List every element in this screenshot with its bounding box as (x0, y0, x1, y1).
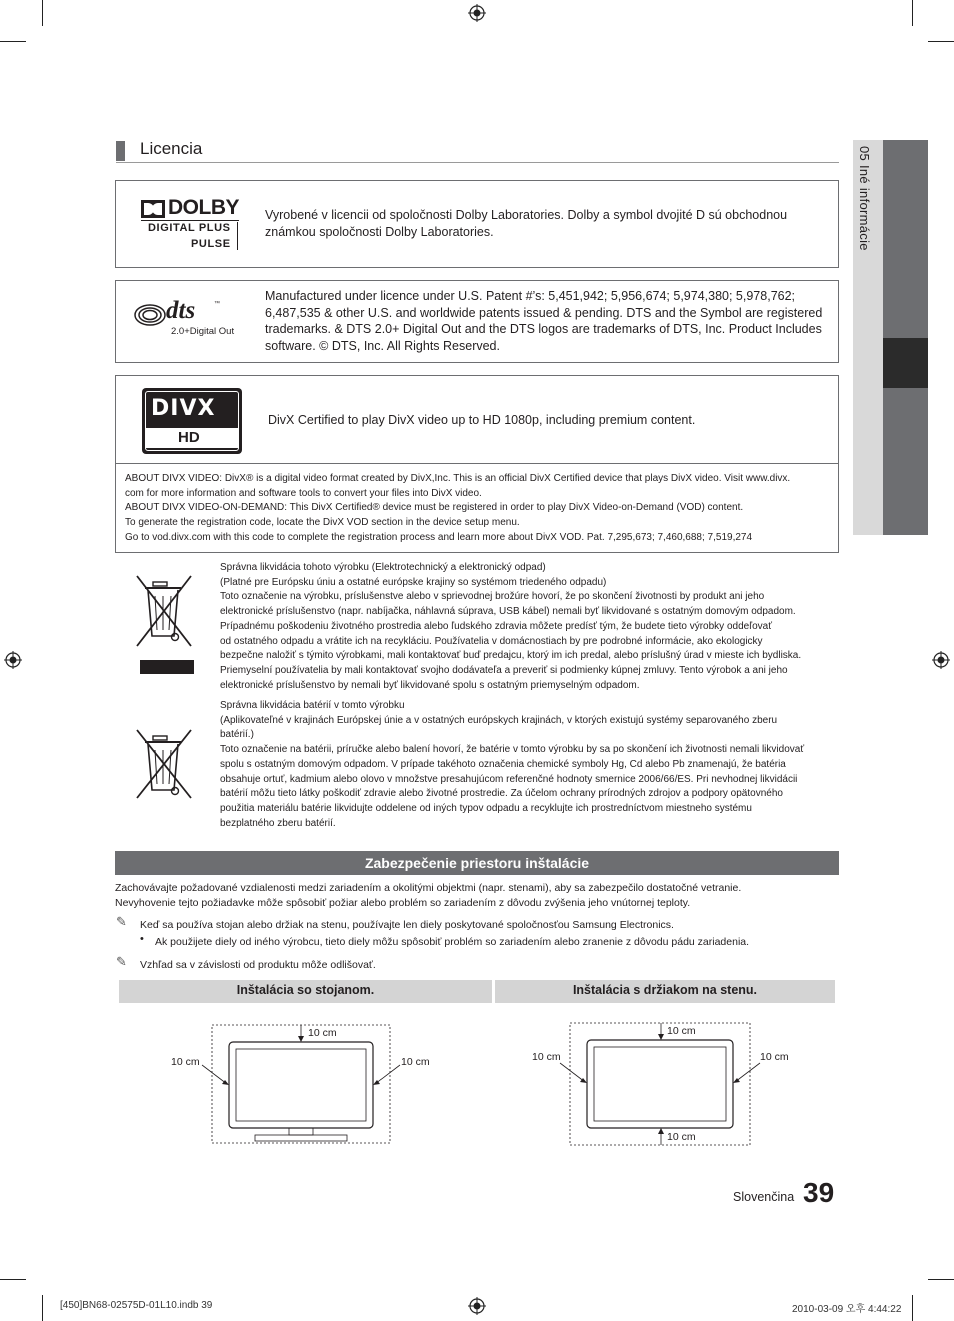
dim-label-bottom-wall: 10 cm (667, 1131, 696, 1143)
divx-license-box (115, 375, 839, 553)
section-divider (116, 162, 839, 163)
divx-license-text: DivX Certified to play DivX video up to HD 1080p, including premium content. (268, 413, 696, 427)
weee-line: Prípadnému poškodeniu životného prostredia alebo ľudského zdravia môžete predísť tým, že budete tieto výrobky oddeľovať (220, 620, 772, 632)
crop-mark (912, 0, 913, 26)
wall-installation-diagram (530, 1018, 800, 1150)
dolby-license-text: Vyrobené v licencii od spoločnosti Dolby Laboratories. Dolby a symbol dvojité D sú obchodnou známkou spoločnosti Dolby Laboratories. (265, 208, 788, 239)
note-icon: ✎ (116, 955, 127, 970)
divx-divider (116, 463, 838, 464)
footer-timestamp: 2010-03-09 오후 4:44:22 (792, 1304, 902, 1315)
page-number: 39 (803, 1177, 835, 1208)
dolby-logo-line (141, 220, 239, 221)
battery-line: obsahuje ortuť, kadmium alebo olovo v množstve presahujúcom referenčné hodnoty smernice 2006/66/ES. Pri nevhodnej likvidácii (220, 773, 798, 785)
divx-logo (142, 388, 242, 454)
battery-line: Toto označenie na batérii, príručke alebo balení hovorí, že batérie v tomto výrobku by sa po skončení ich životnosti nemali likvidovať (220, 744, 805, 756)
dolby-logo-sub2: PULSE (191, 238, 231, 250)
footer-file-info: [450]BN68-02575D-01L10.indb 39 (60, 1300, 213, 1311)
divx-about-line: ABOUT DIVX VIDEO: DivX® is a digital video format created by DivX,Inc. This is an official DivX Certified device that plays DivX video. Visit www.divx. (125, 473, 791, 484)
install-note-2: Vzhľad sa v závislosti od produktu môže odlišovať. (140, 959, 376, 971)
battery-line: použitia materiálu batérie likvidujte oddelene od iných typov odpadu a recyklujte ich prostredníctvom miestneho systému (220, 802, 752, 814)
dolby-double-d-icon (141, 200, 165, 218)
stand-installation-diagram (165, 1020, 445, 1150)
divx-about-line: com for more information and software tools to convert your files into DivX video. (125, 487, 482, 499)
weee-title: Správna likvidácia tohoto výrobku (Elektrotechnický a elektronický odpad) (220, 562, 546, 573)
weee-line: Toto označenie na výrobku, príslušenstve alebo v sprievodnej brožúre hovorí, že po skončení životnosti by produkt ani jeho (220, 591, 765, 603)
crop-mark (928, 41, 954, 42)
dts-logo-text: dts (166, 297, 196, 324)
dolby-logo (141, 198, 243, 252)
crop-mark (0, 1279, 26, 1280)
dts-logo (134, 297, 244, 343)
install-wall-header: Inštalácia s držiakom na stenu. (495, 980, 835, 1003)
weee-line: Priemyselní používatelia by mali kontaktovať svojho dodávateľa a preveriť si podmienky kúpnej zmluvy. Tento výrobok a ani jeho (220, 664, 788, 676)
install-bullet-1: Ak použijete diely od iného výrobcu, tieto diely môžu spôsobiť problém so zariadením alebo zranenie z dôvodu pádu zariadenia. (155, 936, 750, 948)
dts-license-text: Manufactured under licence under U.S. Patent #’s: 5,451,942; 5,956,674; 5,974,380; 5,978,762; 6,487,535 & other U.S. and worldwide patents issued & pending. DTS and the Symbol are registered trademarks. & DTS 2.0+ Digital Out and the DTS logos are trademarks of DTS, Inc. Product Includes software. © DTS, Inc. All Rights Reserved. (265, 289, 823, 353)
weee-black-bar (140, 660, 194, 674)
install-note-1: Keď sa používa stojan alebo držiak na stenu, používajte len diely poskytované spoločnosťou Samsung Electronics. (140, 919, 674, 931)
crop-mark (42, 1295, 43, 1321)
battery-line: spolu s ostatným domovým odpadom. V prípade takéhoto označenia chemické symboly Hg, Cd alebo Pb znamenajú, že batéria (220, 758, 786, 770)
dim-label-left-wall: 10 cm (532, 1051, 561, 1063)
install-stand-header: Inštalácia so stojanom. (119, 980, 492, 1003)
note-icon: ✎ (116, 915, 127, 930)
side-tab-strip (883, 388, 928, 535)
divx-logo-hd: HD (178, 429, 200, 446)
section-marker (116, 141, 125, 161)
dim-label-right-stand: 10 cm (401, 1056, 430, 1068)
divx-about-line: Go to vod.divx.com with this code to complete the registration process and learn more about DivX VOD. Pat. 7,295,673; 7,460,688; 7,519,274 (125, 531, 753, 543)
weee-line: elektronické príslušenstvo by nemali byť likvidované spolu s ostatným priemyselným odpadom. (220, 679, 640, 691)
weee-line: (Platné pre Európsku úniu a ostatné európske krajiny so systémom triedeného odpadu) (220, 576, 607, 588)
crop-mark (0, 41, 26, 42)
weee-line: od ostatného odpadu a vrátite ich na recykláciu. Používatelia v domácnostiach by pre podrobné informácie, ako ekologicky (220, 635, 763, 647)
dts-trademark: ™ (214, 301, 220, 307)
crop-mark (912, 1295, 913, 1321)
crossed-battery-bin-icon (133, 728, 197, 802)
install-section-title: Zabezpečenie priestoru inštalácie (115, 851, 839, 875)
battery-line: (Aplikovateľné v krajinách Európskej únie a v ostatných európskych krajinách, v ktorých existujú systémy separovaného zberu (220, 714, 778, 726)
side-tab-label: 05 Iné informácie (857, 146, 872, 251)
battery-title: Správna likvidácia batérií v tomto výrobku (220, 700, 405, 711)
registration-mark-icon (468, 4, 486, 22)
dolby-logo-sub1: DIGITAL PLUS (148, 222, 231, 234)
install-intro-line: Zachovávajte požadované vzdialenosti medzi zariadením a okolitými objektmi (napr. stenami), aby sa zabezpečilo dostatočné vetranie. (115, 882, 742, 894)
crossed-wheelie-bin-icon (133, 574, 197, 650)
dolby-logo-text: DOLBY (168, 196, 239, 219)
install-intro (115, 881, 839, 911)
battery-text (220, 699, 840, 831)
registration-mark-icon (4, 651, 22, 669)
divx-about (125, 472, 830, 546)
dim-label-left-stand: 10 cm (171, 1056, 200, 1068)
dts-logo-sub: 2.0+Digital Out (171, 326, 235, 337)
section-title: Licencia (140, 139, 203, 158)
weee-line: bezpečne naložiť s týmito výrobkami, mali kontaktovať buď predajcu, ktorý im ich predal, alebo príslušný úrad v mieste ich bydliska. (220, 650, 802, 662)
weee-line: elektronické príslušenstvo (napr. nabíjačka, náhlavná súprava, USB kábel) nemali byť likvidované s ostatným domovým odpadom. (220, 606, 796, 618)
registration-mark-icon (468, 1297, 486, 1315)
install-intro-line: Nevyhovenie tejto požiadavke môže spôsobiť požiar alebo problém so zariadením z dôvodu zvýšenia jeho vnútornej teploty. (115, 897, 691, 909)
registration-mark-icon (932, 651, 950, 669)
divx-about-line: To generate the registration code, locate the DivX VOD section in the device setup menu. (125, 517, 520, 529)
divx-logo-text: DIVX (151, 396, 216, 421)
battery-line: batérií.) (220, 729, 254, 741)
crop-mark (42, 0, 43, 26)
battery-line: bezplatného zberu batérií. (220, 817, 336, 829)
dolby-license-box (115, 180, 839, 268)
battery-line: batérií môžu tieto látky poškodiť zdravie alebo životné prostredie. Za účelom ochrany prírodných zdrojov a podpory opätovného (220, 788, 783, 800)
weee-text (220, 561, 840, 693)
bullet-icon: • (140, 933, 144, 945)
dim-label-top-wall: 10 cm (667, 1025, 696, 1037)
side-tab-marker (883, 338, 928, 388)
side-tab-strip (883, 140, 928, 338)
dts-wave-icon (134, 303, 168, 327)
dim-label-top-stand: 10 cm (308, 1027, 337, 1039)
footer-language: Slovenčina (733, 1190, 795, 1204)
divx-about-line: ABOUT DIVX VIDEO-ON-DEMAND: This DivX Certified® device must be registered in order to play DivX Video-on-Demand (VOD) content. (125, 502, 744, 514)
crop-mark (928, 1279, 954, 1280)
dim-label-right-wall: 10 cm (760, 1051, 789, 1063)
dts-license-box (115, 280, 839, 363)
dolby-logo-bracket (237, 222, 238, 250)
